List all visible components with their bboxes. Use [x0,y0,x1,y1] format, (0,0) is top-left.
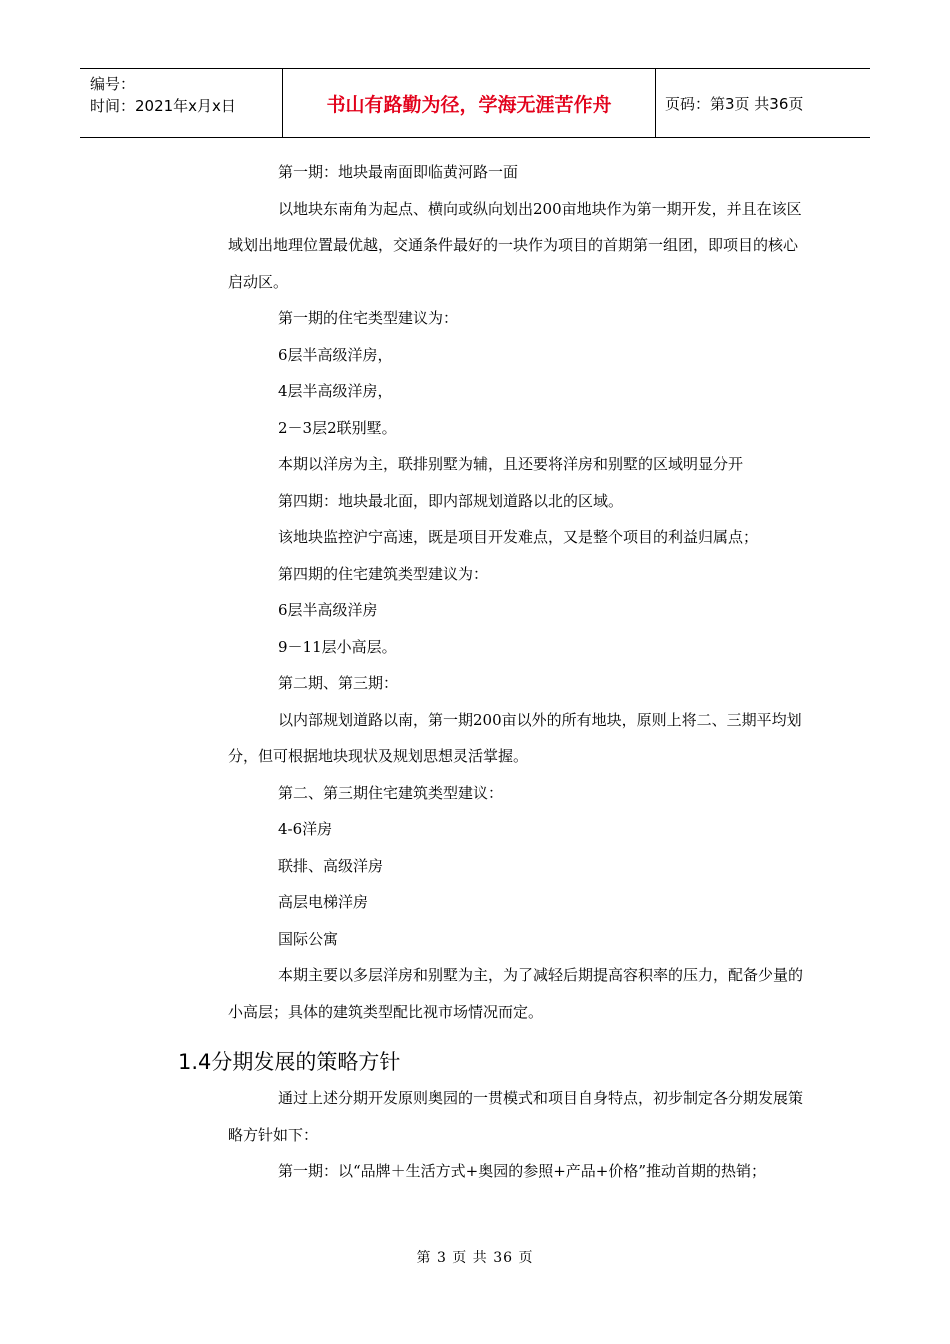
paragraph: 6层半高级洋房 [278,601,378,619]
section-body [228,1080,808,1190]
paragraph: 第二、第三期住宅建筑类型建议： [278,783,504,802]
paragraph: 第一期：地块最南面即临黄河路一面 [278,163,519,181]
paragraph: 第四期的住宅建筑类型建议为： [278,564,489,583]
paragraph: 该地块监控沪宁高速，既是项目开发难点，又是整个项目的利益归属点； [278,528,759,546]
paragraph: 第一期：以“品牌＋生活方式+奥园的参照+产品+价格”推动首期的热销； [278,1162,767,1180]
page-header [80,68,870,138]
paragraph: 9－11层小高层。 [278,637,397,656]
number-label: 编号： [90,75,136,93]
time-label: 时间：2021年x月x日 [90,97,236,115]
paragraph: 第一期的住宅类型建议为： [278,309,459,327]
paragraph: 4-6洋房 [278,820,333,838]
paragraph: 2－3层2联别墅。 [278,418,397,437]
paragraph: 高层电梯洋房 [278,893,369,911]
paragraph: 国际公寓 [278,929,339,948]
section-heading: 1.4分期发展的策略方针 [178,1050,401,1074]
document-body [228,154,808,1030]
paragraph: 联排、高级洋房 [278,856,384,875]
paragraph: 第四期：地块最北面，即内部规划道路以北的区域。 [278,491,624,510]
paragraph: 本期主要以多层洋房和别墅为主，为了减轻后期提高容积率的压力，配备少量的小高层；具体的建筑类型配比视市场情况而定。 [228,966,804,1021]
page-footer: 第 3 页 共 36 页 [416,1250,534,1266]
paragraph: 以地块东南角为起点、横向或纵向划出200亩地块作为第一期开发，并且在该区域划出地理位置最优越，交通条件最好的一块作为项目的首期第一组团，即项目的核心启动区。 [228,199,802,291]
paragraph: 4层半高级洋房， [278,382,393,400]
header-meta [80,69,283,137]
header-motto: 书山有路勤为径，学海无涯苦作舟 [283,69,656,137]
paragraph: 通过上述分期开发原则奥园的一贯模式和项目自身特点，初步制定各分期发展策略方针如下： [228,1089,804,1144]
header-page-info: 页码：第3页 共36页 [665,94,804,113]
paragraph: 以内部规划道路以南，第一期200亩以外的所有地块，原则上将二、三期平均划分，但可根据地块现状及规划思想灵活掌握。 [228,710,802,765]
paragraph: 6层半高级洋房， [278,345,393,364]
paragraph: 第二期、第三期： [278,674,399,692]
paragraph: 本期以洋房为主，联排别墅为辅，且还要将洋房和别墅的区域明显分开 [278,455,744,473]
